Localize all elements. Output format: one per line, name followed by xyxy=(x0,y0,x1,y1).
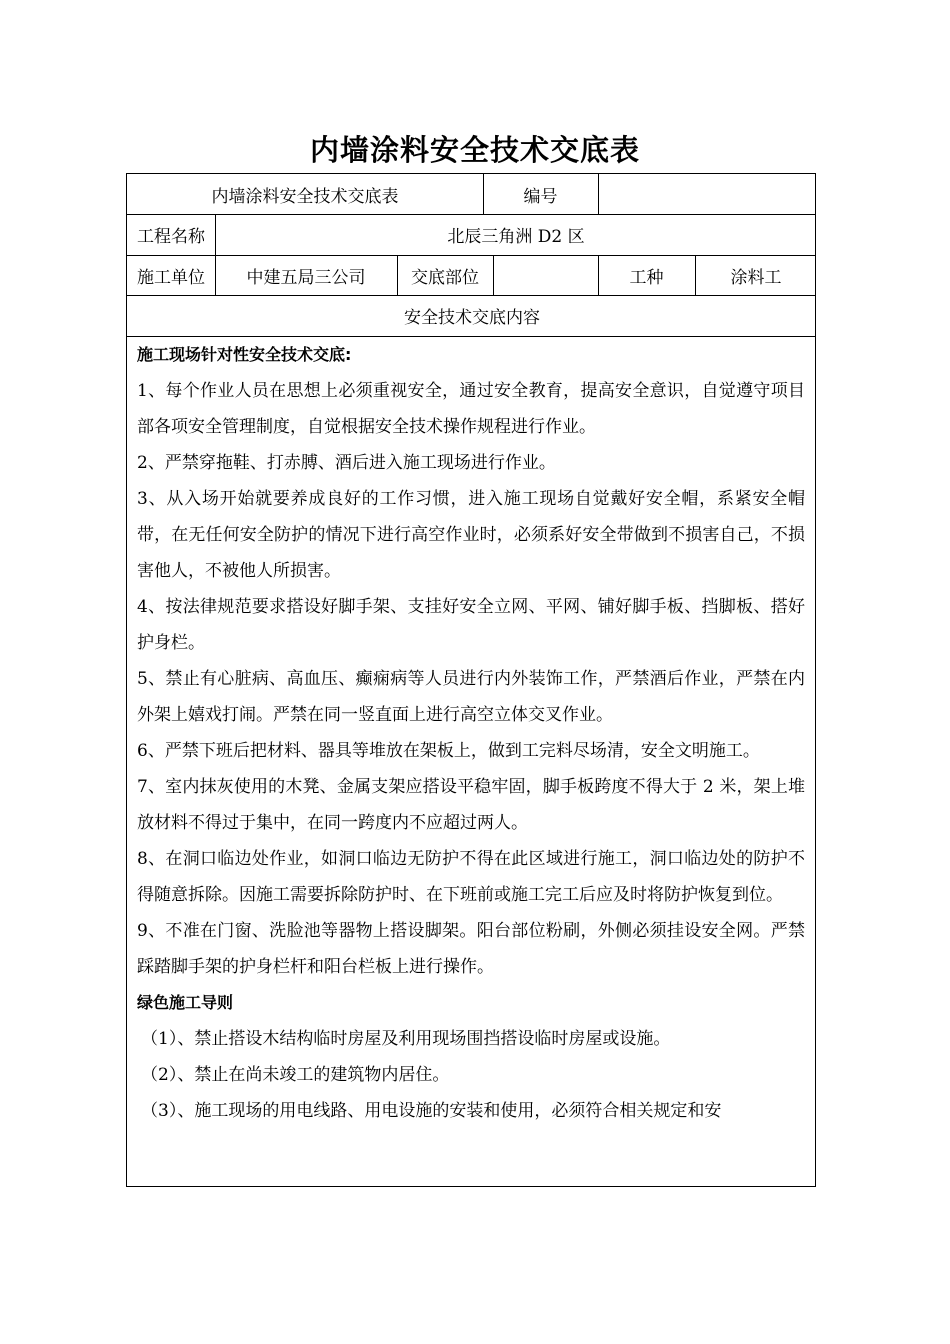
disclosure-content xyxy=(127,337,815,1129)
construction-unit-value: 中建五局三公司 xyxy=(246,267,366,288)
disclosure-part-value xyxy=(493,255,598,295)
number-label: 编号 xyxy=(523,186,558,207)
list-item: 1、每个作业人员在思想上必须重视安全，通过安全教育，提高安全意识，自觉遵守项目部各项安全管理制度，自觉根据安全技术操作规程进行作业。 xyxy=(137,381,805,437)
table-name-cell: 内墙涂料安全技术交底表 xyxy=(211,186,399,207)
list-item: 7、室内抹灰使用的木凳、金属支架应搭设平稳牢固，脚手板跨度不得大于 2 米，架上堆放材料不得过于集中，在同一跨度内不应超过两人。 xyxy=(137,777,805,833)
construction-unit-label: 施工单位 xyxy=(137,267,205,288)
disclosure-part-label: 交底部位 xyxy=(411,267,479,288)
list-item: 6、严禁下班后把材料、器具等堆放在架板上，做到工完料尽场清，安全文明施工。 xyxy=(137,741,760,761)
trade-value: 涂料工 xyxy=(730,267,782,288)
list-item: 3、从入场开始就要养成良好的工作习惯，进入施工现场自觉戴好安全帽，系紧安全帽带，在无任何安全防护的情况下进行高空作业时，必须系好安全带做到不损害自己，不损害他人，不被他人所损害。 xyxy=(137,489,805,581)
list-item: 4、按法律规范要求搭设好脚手架、支挂好安全立网、平网、铺好脚手板、挡脚板、搭好护身栏。 xyxy=(137,597,805,653)
list-item: 9、不准在门窗、洗脸池等器物上搭设脚架。阳台部位粉刷，外侧必须挂设安全网。严禁踩踏脚手架的护身栏杆和阳台栏板上进行操作。 xyxy=(137,921,805,977)
number-value xyxy=(598,174,816,214)
list-item: 2、严禁穿拖鞋、打赤膊、酒后进入施工现场进行作业。 xyxy=(137,453,556,473)
list-item: 5、禁止有心脏病、高血压、癫痫病等人员进行内外装饰工作，严禁酒后作业，严禁在内外架上嬉戏打闹。严禁在同一竖直面上进行高空立体交叉作业。 xyxy=(137,669,805,725)
project-name-label: 工程名称 xyxy=(137,227,205,247)
list-item: （2）、禁止在尚未竣工的建筑物内居住。 xyxy=(141,1065,450,1085)
disclosure-table xyxy=(126,173,816,1187)
project-name-value: 北辰三角洲 D2 区 xyxy=(447,227,585,247)
list-item: （1）、禁止搭设木结构临时房屋及利用现场围挡搭设临时房屋或设施。 xyxy=(141,1029,671,1049)
content-section-label: 安全技术交底内容 xyxy=(404,308,540,328)
section-heading: 施工现场针对性安全技术交底: xyxy=(137,345,352,364)
list-item: 8、在洞口临边处作业，如洞口临边无防护不得在此区域进行施工，洞口临边处的防护不得随意拆除。因施工需要拆除防护时、在下班前或施工完工后应及时将防护恢复到位。 xyxy=(137,849,805,905)
list-item: （3）、施工现场的用电线路、用电设施的安装和使用，必须符合相关规定和安 xyxy=(141,1101,722,1121)
trade-label: 工种 xyxy=(629,267,664,288)
section-heading: 绿色施工导则 xyxy=(137,993,234,1012)
document-title: 内墙涂料安全技术交底表 xyxy=(309,133,640,167)
